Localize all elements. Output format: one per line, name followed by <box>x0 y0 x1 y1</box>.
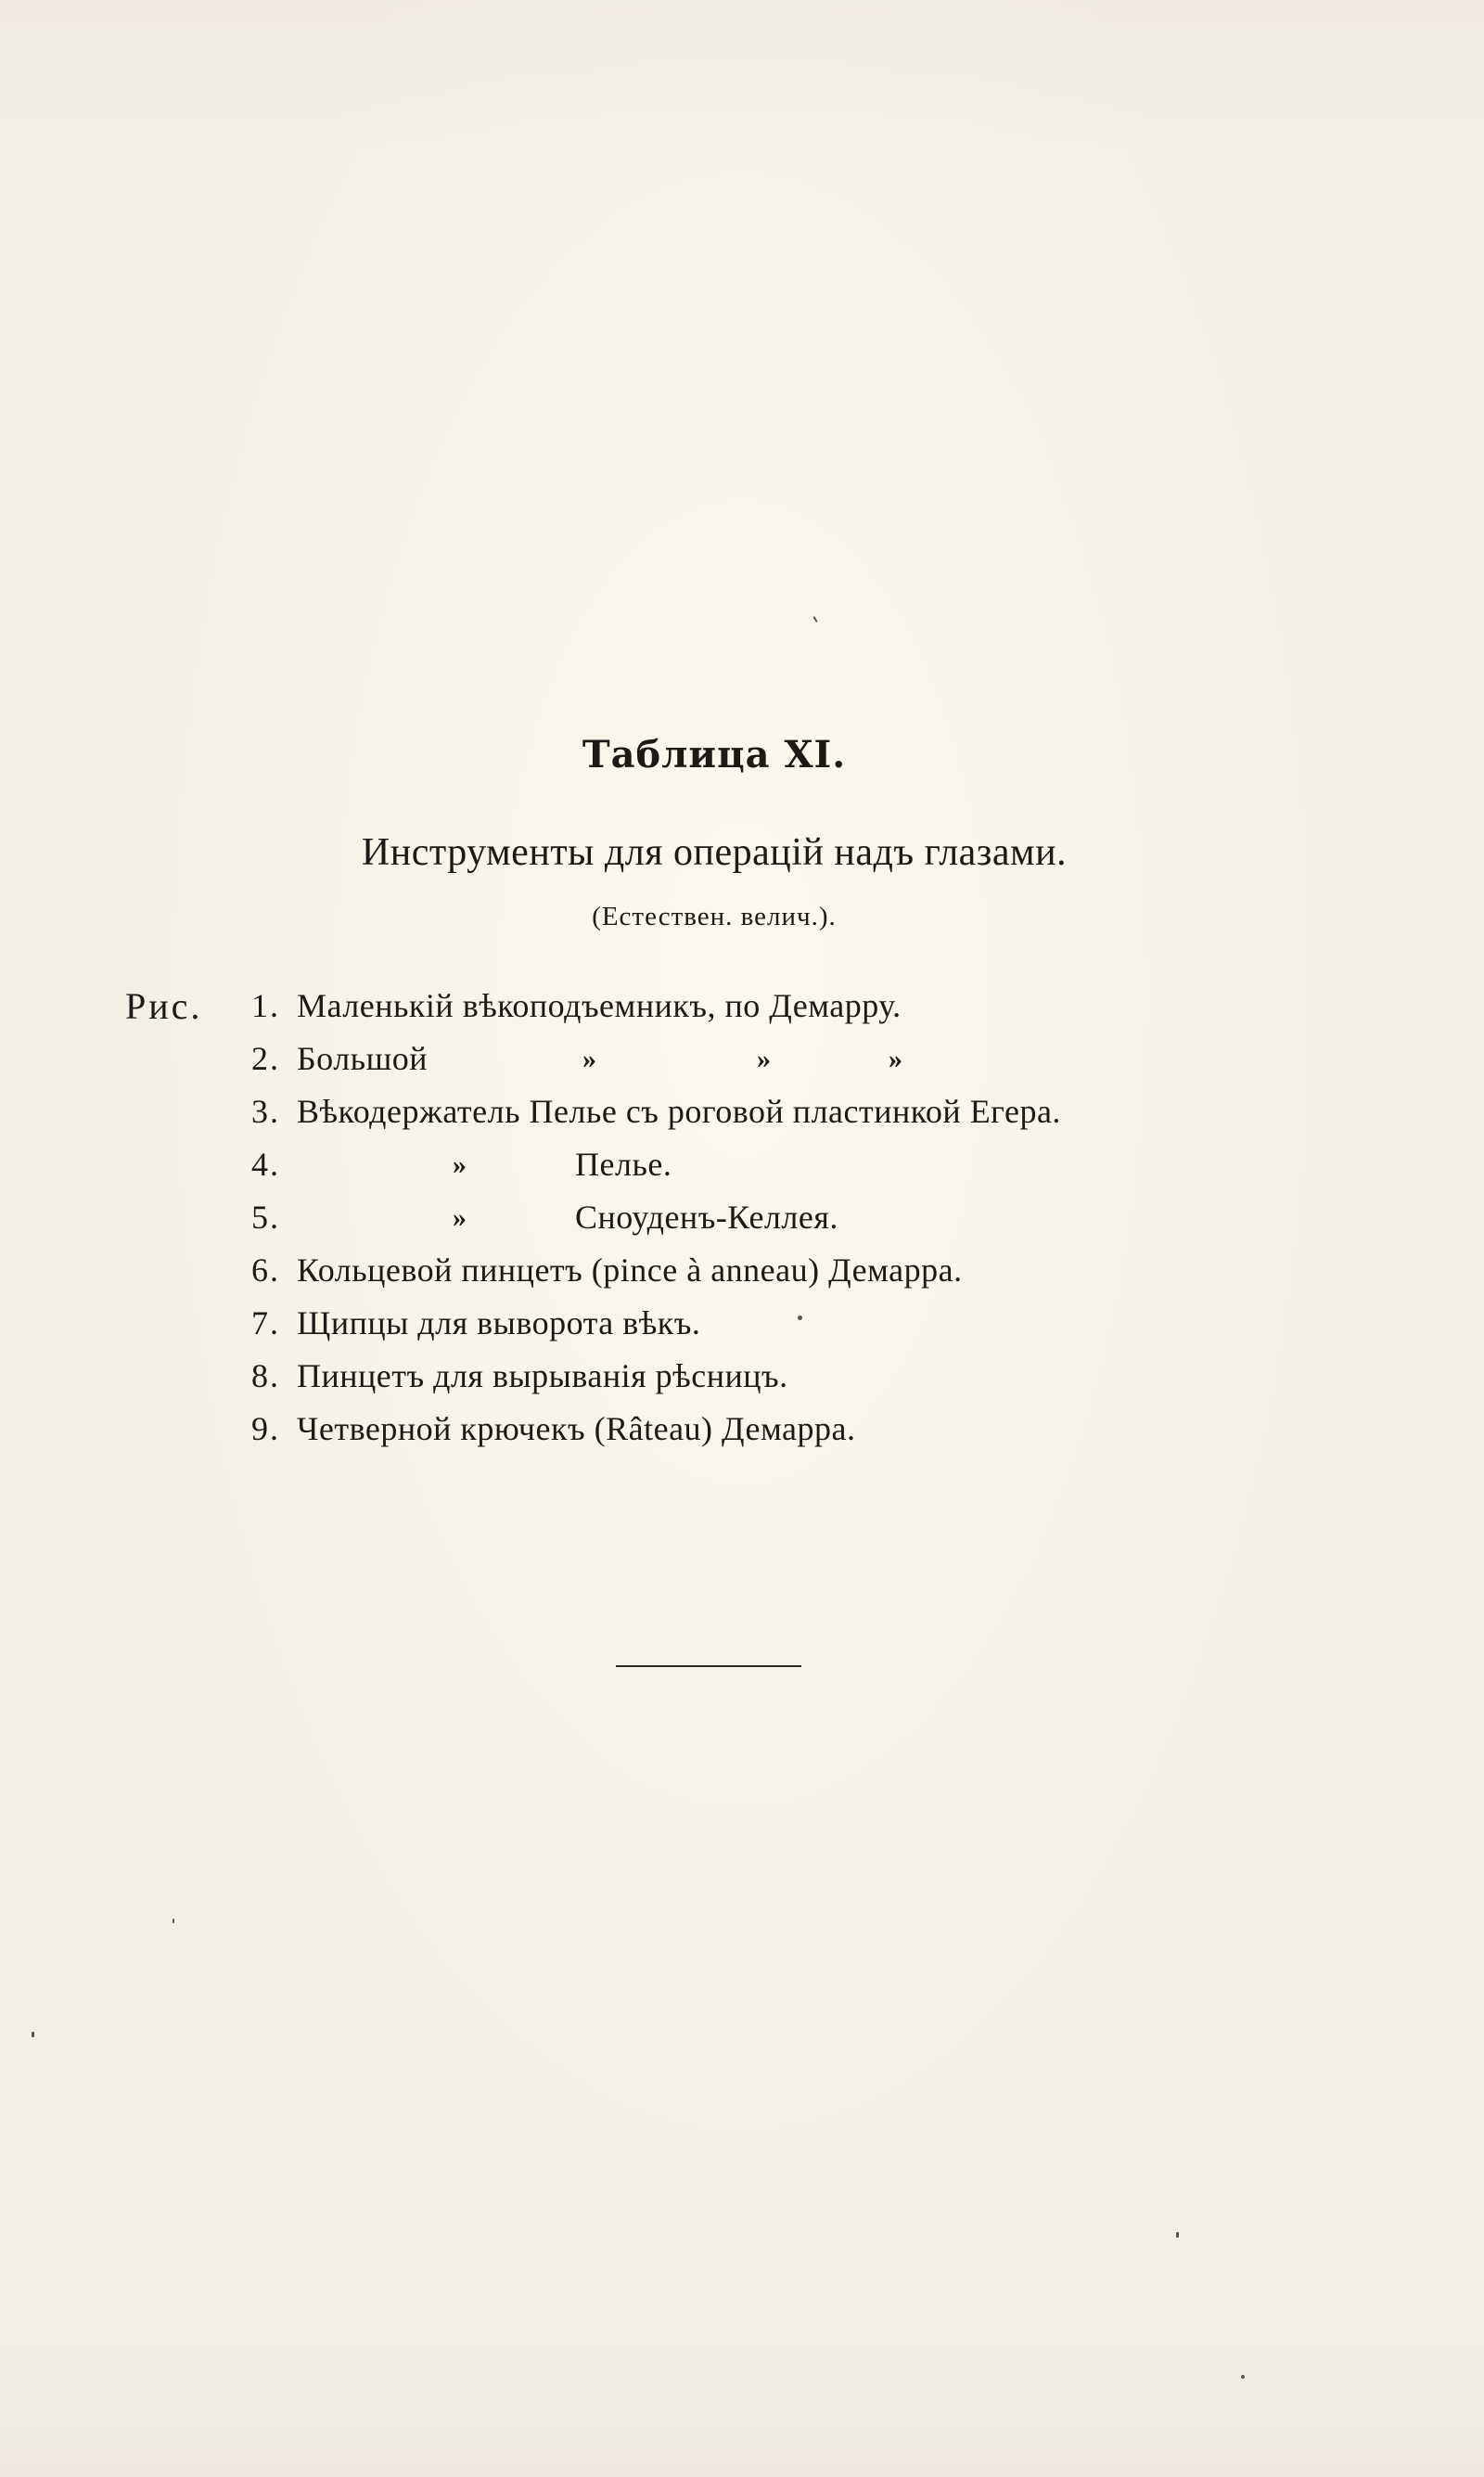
ink-speck <box>1176 2232 1179 2238</box>
figure-row-8 <box>0 1350 1484 1403</box>
figure-row-1 <box>0 980 1484 1033</box>
figure-number: 7. <box>251 1304 280 1341</box>
figure-number: 2. <box>251 1040 280 1077</box>
figure-number: 5. <box>251 1199 280 1236</box>
figure-number: 6. <box>251 1251 280 1289</box>
ditto-mark: » <box>889 1044 902 1074</box>
figure-caption: Щипцы для выворота вѣкъ. <box>297 1304 701 1341</box>
figure-caption: Большой <box>297 1040 429 1077</box>
figure-row-7 <box>0 1297 1484 1350</box>
figure-caption: Пинцетъ для вырыванія рѣсницъ. <box>297 1357 788 1394</box>
ditto-mark: » <box>582 1044 596 1074</box>
figure-number: 8. <box>251 1357 280 1394</box>
figure-caption: Четверной крючекъ (Râteau) Демарра. <box>297 1410 856 1447</box>
figure-row-6 <box>0 1244 1484 1297</box>
ditto-mark: » <box>453 1202 467 1233</box>
figure-list <box>0 980 1484 1456</box>
ink-speck <box>798 1316 802 1320</box>
scale-note: (Естествен. велич.). <box>592 902 837 931</box>
figure-number: 3. <box>251 1093 280 1130</box>
figure-number: 1. <box>251 987 280 1024</box>
figure-row-2 <box>0 1033 1484 1085</box>
ink-speck <box>812 616 817 622</box>
figure-caption: Сноуденъ-Келлея. <box>575 1199 838 1236</box>
figure-row-3 <box>0 1085 1484 1138</box>
ink-speck <box>1241 2375 1245 2379</box>
table-title: Таблица XI. <box>582 733 847 776</box>
figure-caption: Пелье. <box>575 1146 672 1183</box>
figure-caption: Маленькій вѣкоподъемникъ, по Демарру. <box>297 987 902 1024</box>
figure-row-5 <box>0 1191 1484 1244</box>
closing-rule <box>616 1665 801 1667</box>
ink-speck <box>173 1919 174 1923</box>
figure-caption: Вѣкодержатель Пелье съ роговой пластинкой Егера. <box>297 1093 1061 1130</box>
ink-speck <box>32 2032 34 2037</box>
figure-caption: Кольцевой пинцетъ (pince à anneau) Демарра. <box>297 1251 963 1289</box>
table-subtitle: Инструменты для операцій надъ глазами. <box>361 831 1068 874</box>
figure-prefix: Рис. <box>125 985 203 1027</box>
ditto-mark: » <box>453 1149 467 1180</box>
figure-number: 4. <box>251 1146 280 1183</box>
figure-row-4 <box>0 1138 1484 1191</box>
figure-row-9 <box>0 1403 1484 1456</box>
ditto-mark: » <box>757 1044 771 1074</box>
figure-number: 9. <box>251 1410 280 1447</box>
